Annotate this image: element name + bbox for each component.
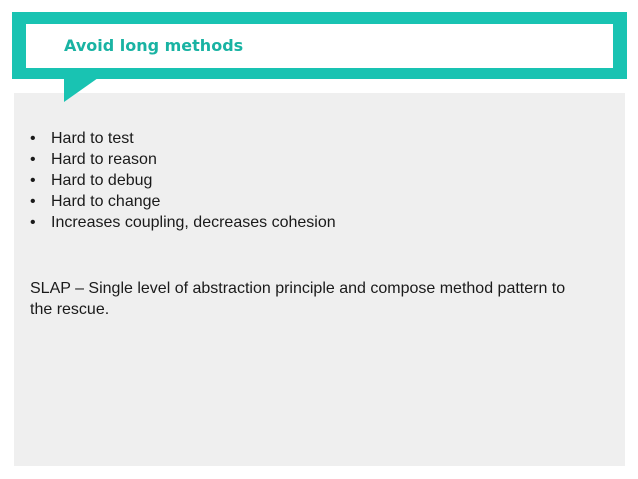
bullet-dot-icon: • [30, 151, 36, 168]
bullet-dot-icon: • [30, 193, 36, 210]
bullet-text: Hard to reason [51, 151, 157, 168]
bullet-item [30, 212, 336, 233]
bullet-dot-icon: • [30, 130, 36, 147]
slide-title: Avoid long methods [64, 36, 244, 55]
bullet-dot-icon: • [30, 214, 36, 231]
bullet-item [30, 128, 336, 149]
bullet-text: Increases coupling, decreases cohesion [51, 214, 336, 231]
bullet-list [30, 128, 336, 233]
bullet-text: Hard to change [51, 193, 161, 210]
bullet-item [30, 170, 336, 191]
bullet-text: Hard to test [51, 130, 134, 147]
title-banner-tail [64, 78, 98, 102]
bullet-dot-icon: • [30, 172, 36, 189]
bullet-item [30, 191, 336, 212]
bullet-text: Hard to debug [51, 172, 153, 189]
body-paragraph: SLAP – Single level of abstraction principle and compose method pattern to the rescue. [30, 280, 566, 318]
bullet-item [30, 149, 336, 170]
